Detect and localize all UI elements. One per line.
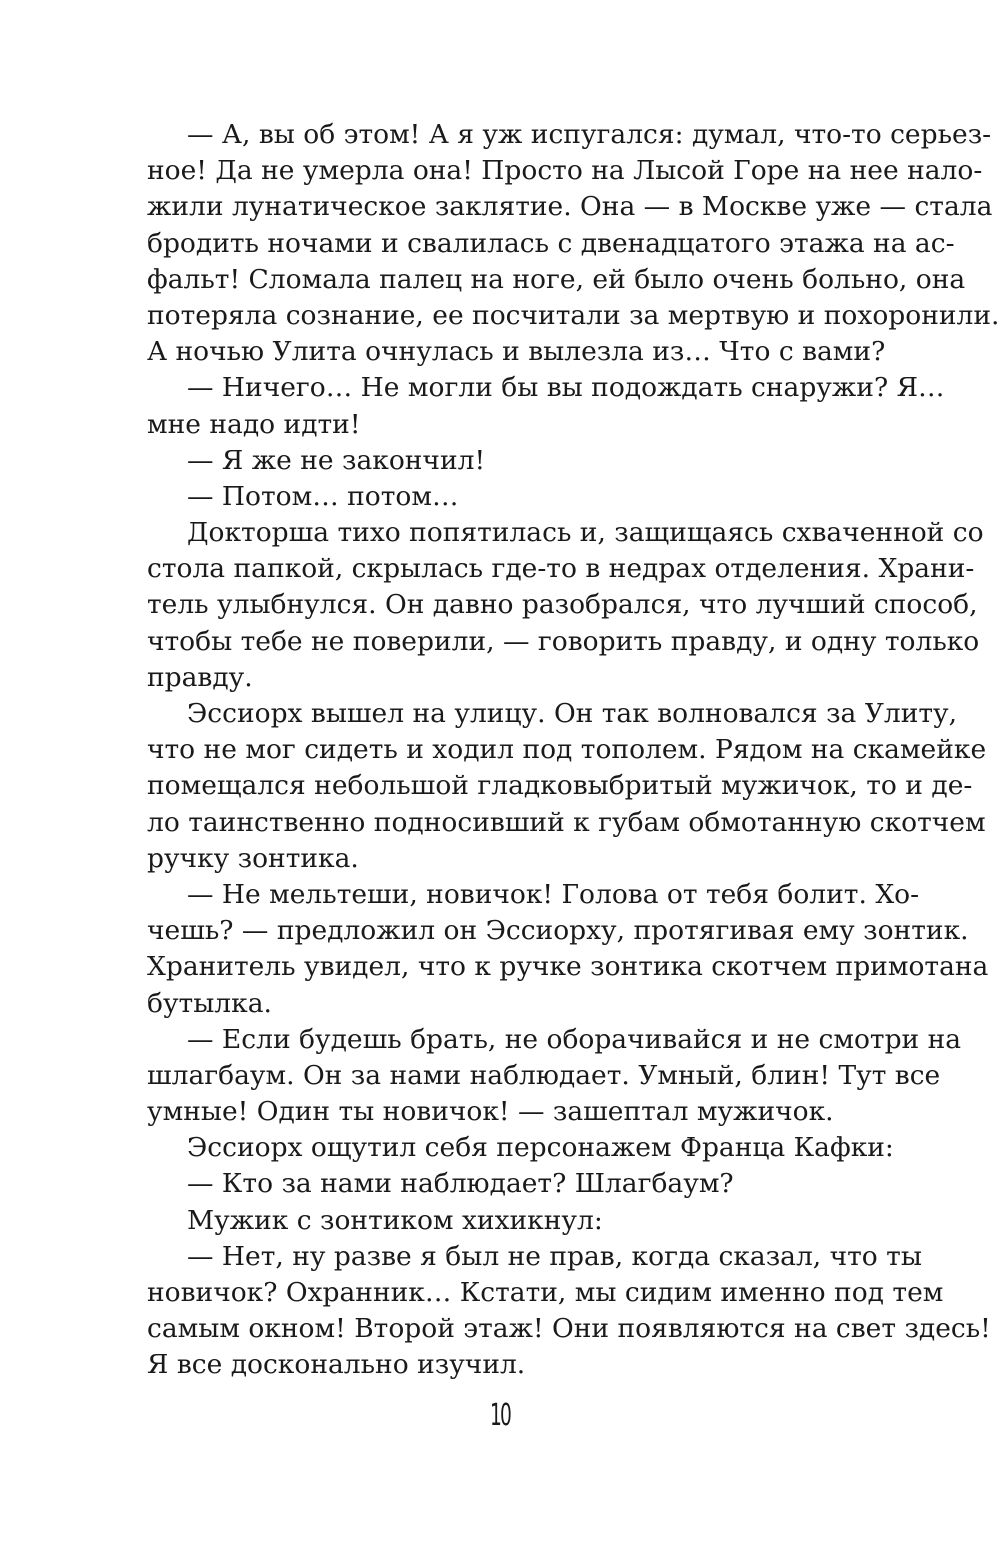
text-line: шлагбаум. Он за нами наблюдает. Умный, блин! Тут все: [147, 1059, 941, 1091]
text-line: помещался небольшой гладковыбритый мужичок, то и де-: [147, 770, 973, 802]
text-line: потеряла сознание, ее посчитали за мертвую и похоронили.: [147, 299, 1000, 331]
text-line: Докторша тихо попятилась и, защищаясь схваченной со: [187, 517, 984, 549]
text-line: — Если будешь брать, не оборачивайся и не смотри на: [187, 1023, 962, 1055]
text-line: — Потом… потом…: [187, 480, 459, 512]
text-line: ручку зонтика.: [147, 842, 359, 874]
text-line: — Нет, ну разве я был не прав, когда сказал, что ты: [187, 1240, 922, 1272]
text-line: Мужик с зонтиком хихикнул:: [187, 1204, 603, 1236]
text-line: бутылка.: [147, 987, 272, 1019]
text-line: — А, вы об этом! А я уж испугался: думал, что-то серьез-: [187, 119, 992, 150]
text-line: — Я же не закончил!: [187, 444, 486, 476]
text-line: стола папкой, скрылась где-то в недрах отделения. Храни-: [147, 553, 975, 585]
text-line: правду.: [147, 661, 253, 693]
text-line: фальт! Сломала палец на ноге, ей было очень больно, она: [147, 263, 966, 295]
text-line: мне надо идти!: [147, 408, 361, 440]
text-line: чтобы тебе не поверили, — говорить правду, и одну только: [147, 625, 980, 657]
text-line: — Кто за нами наблюдает? Шлагбаум?: [187, 1168, 734, 1200]
text-line: тель улыбнулся. Он давно разобрался, что лучший способ,: [147, 589, 978, 621]
text-line: бродить ночами и свалилась с двенадцатого этажа на ас-: [147, 227, 955, 259]
text-line: жили лунатическое заклятие. Она — в Москве уже — стала: [147, 191, 993, 223]
text-line: что не мог сидеть и ходил под тополем. Рядом на скамейке: [147, 734, 987, 766]
text-line: А ночью Улита очнулась и вылезла из… Что с вами?: [147, 336, 886, 368]
text-line: Эссиорх вышел на улицу. Он так волновался за Улиту,: [187, 698, 958, 729]
text-line: ло таинственно подносивший к губам обмотанную скотчем: [147, 806, 986, 838]
text-line: самым окном! Второй этаж! Они появляются на свет здесь!: [147, 1313, 991, 1345]
text-line: Я все досконально изучил.: [147, 1349, 526, 1381]
body-text: [147, 117, 1000, 1384]
text-line: новичок? Охранник… Кстати, мы сидим именно под тем: [147, 1277, 944, 1308]
text-line: умные! Один ты новичок! — зашептал мужичок.: [147, 1096, 834, 1128]
page-number: 10: [490, 1398, 510, 1433]
text-line: Эссиорх ощутил себя персонажем Франца Кафки:: [187, 1132, 894, 1164]
text-line: — Ничего… Не могли бы вы подождать снаружи? Я…: [187, 372, 945, 404]
text-line: Хранитель увидел, что к ручке зонтика скотчем примотана: [147, 951, 989, 983]
text-line: чешь? — предложил он Эссиорху, протягивая ему зонтик.: [147, 915, 969, 947]
text-line: — Не мельтеши, новичок! Голова от тебя болит. Хо-: [187, 878, 920, 910]
text-line: ное! Да не умерла она! Просто на Лысой Горе на нее нало-: [147, 155, 983, 187]
